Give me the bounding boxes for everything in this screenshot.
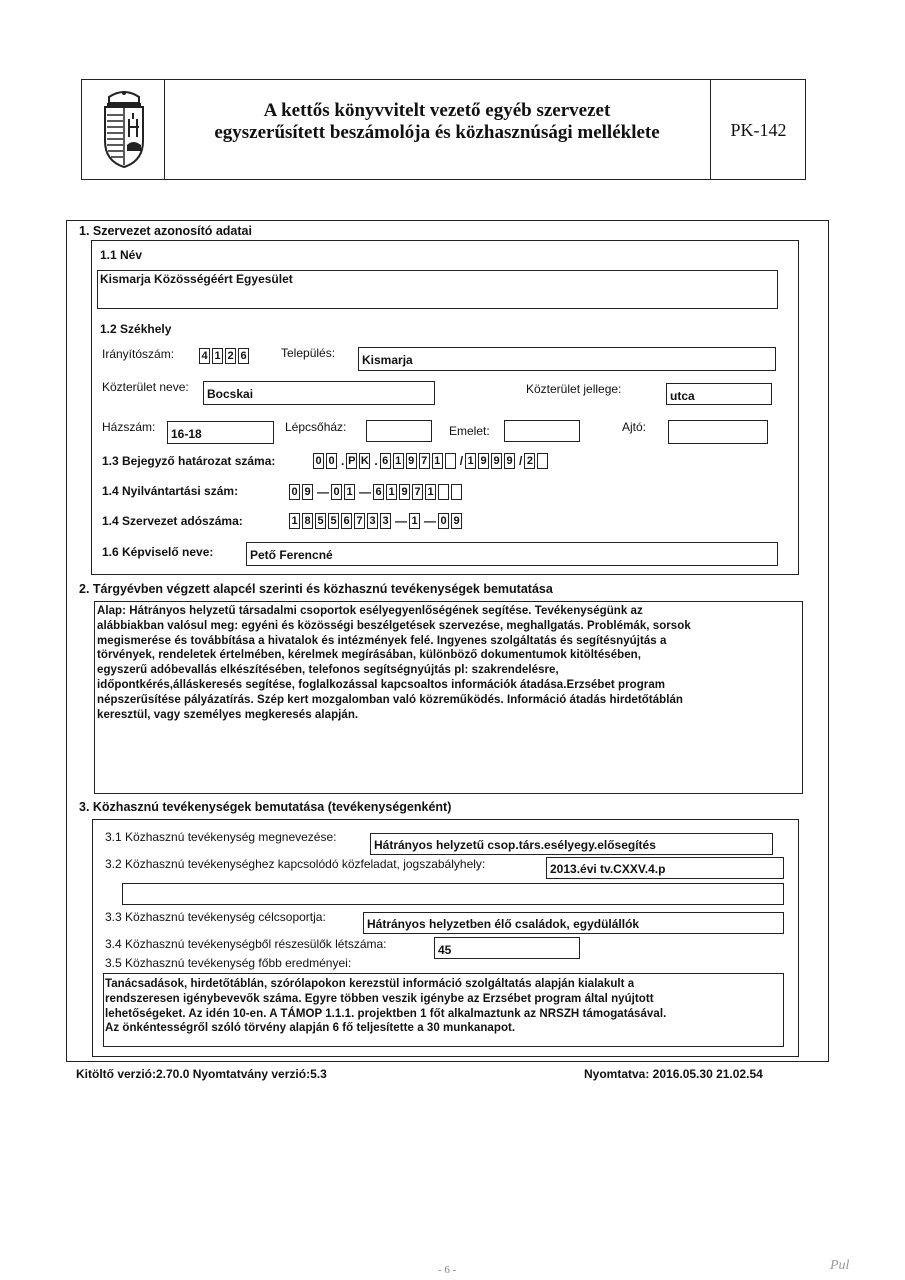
name-heading: 1.1 Név: [100, 248, 143, 262]
digit-cell[interactable]: 8: [302, 513, 313, 529]
digit-cell[interactable]: 1: [425, 484, 436, 500]
digit-cell[interactable]: [438, 484, 449, 500]
digit-cell[interactable]: 7: [412, 484, 423, 500]
zip-cells[interactable]: [199, 348, 251, 364]
form-title: [164, 100, 710, 144]
pb-count-field[interactable]: [434, 937, 580, 959]
separator: —: [317, 485, 329, 499]
header-box: [81, 79, 806, 180]
emblem-cell: [82, 80, 165, 179]
zip-label: Irányítószám:: [102, 347, 175, 361]
digit-cell[interactable]: 9: [406, 453, 417, 469]
signature-mark: Pul: [830, 1258, 850, 1273]
pb-name-value: Hátrányos helyzetű csop.társ.esélyegy.elősegítés: [374, 838, 656, 852]
digit-cell[interactable]: 2: [225, 348, 236, 364]
pb-task-label: 3.2 Közhasznú tevékenységhez kapcsolódó közfeladat, jogszabályhely:: [105, 857, 486, 871]
form-code: PK-142: [730, 120, 787, 140]
separator: /: [459, 454, 464, 468]
digit-cell[interactable]: 0: [331, 484, 342, 500]
pb-results-text: Tanácsadások, hirdetőtáblán, szórólapokon kerezstül információ szolgáltatás alapján kialakult a rendszeresen igénybevevők száma. Egyre többen veszik igénybe az Erzsébet program által nyújtott lehetőségeket. Az idén 10-en. A TÁMOP 1.1.1. projektben 1 főt alkalmaztunk az NRSZH támogatásával. Az önkéntességről szóló törvény alapján 6 fő teljesítette a 30 munkanapot.: [105, 978, 667, 1035]
digit-cell[interactable]: 5: [328, 513, 339, 529]
form-title-line2: egyszerűsített beszámolója és közhasznúsági melléklete: [214, 122, 660, 143]
digit-cell[interactable]: 6: [380, 453, 391, 469]
street-label: Közterület neve:: [102, 380, 189, 394]
separator: /: [519, 454, 523, 468]
digit-cell[interactable]: 4: [199, 348, 210, 364]
pb-name-field[interactable]: [370, 833, 773, 855]
city-field[interactable]: [358, 347, 776, 371]
door-label: Ajtó:: [622, 420, 647, 434]
org-name-value: Kismarja Közösségéért Egyesület: [100, 272, 293, 286]
street-type-value: utca: [670, 389, 695, 403]
registry-label: 1.4 Nyilvántartási szám:: [102, 484, 239, 498]
pb-count-label: 3.4 Közhasznú tevékenységből részesülők létszáma:: [105, 937, 387, 951]
rep-label: 1.6 Képviselő neve:: [102, 545, 214, 559]
digit-cell[interactable]: 1: [289, 513, 300, 529]
digit-cell[interactable]: 0: [326, 453, 337, 469]
pb-target-value: Hátrányos helyzetben élő családok, egydülállók: [367, 917, 640, 931]
page-mark: - 6 -: [438, 1264, 457, 1276]
digit-cell[interactable]: 3: [380, 513, 391, 529]
digit-cell[interactable]: 1: [212, 348, 223, 364]
digit-cell[interactable]: 9: [399, 484, 410, 500]
door-field[interactable]: [668, 420, 768, 444]
stair-label: Lépcsőház:: [285, 420, 347, 434]
digit-cell[interactable]: 0: [313, 453, 324, 469]
digit-cell[interactable]: 1: [465, 453, 476, 469]
rep-value: Pető Ferencné: [250, 548, 333, 562]
digit-cell[interactable]: 6: [373, 484, 384, 500]
digit-cell[interactable]: 1: [386, 484, 397, 500]
registry-cells[interactable]: [289, 484, 464, 500]
digit-cell[interactable]: 6: [341, 513, 352, 529]
floor-field[interactable]: [504, 420, 580, 442]
section1-title: 1. Szervezet azonosító adatai: [79, 224, 252, 238]
digit-cell[interactable]: 7: [419, 453, 430, 469]
form-code-cell: [710, 80, 806, 179]
city-label: Település:: [281, 346, 336, 360]
pb-target-label: 3.3 Közhasznú tevékenység célcsoportja:: [105, 910, 326, 924]
rep-field[interactable]: [246, 542, 778, 566]
pb-target-field[interactable]: [363, 912, 784, 934]
section3-title: 3. Közhasznú tevékenységek bemutatása (tevékenységenként): [79, 800, 452, 814]
digit-cell[interactable]: 5: [315, 513, 326, 529]
floor-label: Emelet:: [449, 424, 490, 438]
digit-cell[interactable]: 9: [478, 453, 489, 469]
decision-label: 1.3 Bejegyző határozat száma:: [102, 454, 276, 468]
org-name-field[interactable]: [97, 270, 778, 309]
pb-task-field[interactable]: [546, 857, 784, 879]
house-label: Házszám:: [102, 420, 156, 434]
separator: .: [374, 454, 378, 468]
street-type-field[interactable]: [666, 383, 772, 405]
digit-cell[interactable]: [537, 453, 548, 469]
street-field[interactable]: [203, 381, 435, 405]
house-field[interactable]: [167, 421, 274, 444]
seat-heading: 1.2 Székhely: [100, 322, 172, 336]
digit-cell[interactable]: 1: [344, 484, 355, 500]
activities-text: Alap: Hátrányos helyzetű társadalmi csoportok esélyegyenlőségének segítése. Tevékenységünk az alábbiakban valósul meg: egyéni és közösségi beszélgetések szervezése, meghallgatás. Problémák, sorsok megismerése és továbbítása a hivatalok és intézmények felé. Ingyenes szolgáltatás és segítésnyújtás a törvények, rendeletek értelmében, kérelmek megírásában, különböző dokumentumok kitöltésében, egyszerű adóbevallás elkészítésében, telefonos segítségnyújtás pl: szakrendelésre, időpontkérés,álláskeresés segítése, foglalkozással kapcsoaltos információk átadása.Erzsébet program népszerűsítése pályázatírás. Szép kert mozgalomban való közreműködés. Információ átadás hirdetőtáblán keresztül, vagy személyes megkeresés alapján.: [97, 605, 691, 721]
tax-label: 1.4 Szervezet adószáma:: [102, 514, 243, 528]
city-value: Kismarja: [362, 353, 413, 367]
house-value: 16-18: [171, 427, 202, 441]
footer-printed: Nyomtatva: 2016.05.30 21.02.54: [584, 1067, 763, 1081]
pb-count-value: 45: [438, 943, 452, 957]
pb-task-value: 2013.évi tv.CXXV.4.p: [550, 862, 666, 876]
digit-cell[interactable]: 1: [393, 453, 404, 469]
digit-cell[interactable]: 9: [302, 484, 313, 500]
decision-cells[interactable]: [313, 453, 550, 469]
footer-version: Kitöltő verzió:2.70.0 Nyomtatvány verzió:5.3: [76, 1067, 327, 1081]
section2-title: 2. Tárgyévben végzett alapcél szerinti és közhasznú tevékenységek bemutatása: [79, 582, 553, 596]
digit-cell[interactable]: 0: [438, 513, 449, 529]
pb-results-label: 3.5 Közhasznú tevékenység főbb eredményei:: [105, 956, 352, 970]
digit-cell[interactable]: [445, 453, 456, 469]
digit-cell[interactable]: 7: [354, 513, 365, 529]
pb-name-label: 3.1 Közhasznú tevékenység megnevezése:: [105, 830, 337, 844]
digit-cell[interactable]: 2: [524, 453, 535, 469]
street-type-label: Közterület jellege:: [526, 382, 622, 396]
separator: —: [395, 514, 407, 528]
digit-cell[interactable]: P: [348, 455, 356, 467]
digit-cell[interactable]: 9: [451, 513, 462, 529]
separator: —: [359, 485, 371, 499]
form-title-line1: A kettős könyvvitelt vezető egyéb szervezet: [263, 100, 611, 121]
digit-cell[interactable]: 0: [289, 484, 300, 500]
digit-cell[interactable]: K: [360, 455, 369, 467]
hungarian-coat-of-arms-icon: [99, 89, 149, 169]
digit-cell[interactable]: 6: [238, 348, 249, 364]
digit-cell[interactable]: 1: [409, 513, 420, 529]
separator: —: [424, 514, 436, 528]
street-value: Bocskai: [207, 387, 254, 401]
digit-cell[interactable]: 9: [504, 453, 515, 469]
separator: .: [341, 454, 345, 468]
digit-cell[interactable]: [451, 484, 462, 500]
digit-cell[interactable]: 1: [432, 453, 443, 469]
pb-task-field-2[interactable]: [122, 883, 784, 905]
digit-cell[interactable]: 9: [491, 453, 502, 469]
stair-field[interactable]: [366, 420, 432, 442]
digit-cell[interactable]: 3: [367, 513, 378, 529]
tax-cells[interactable]: [289, 513, 464, 529]
